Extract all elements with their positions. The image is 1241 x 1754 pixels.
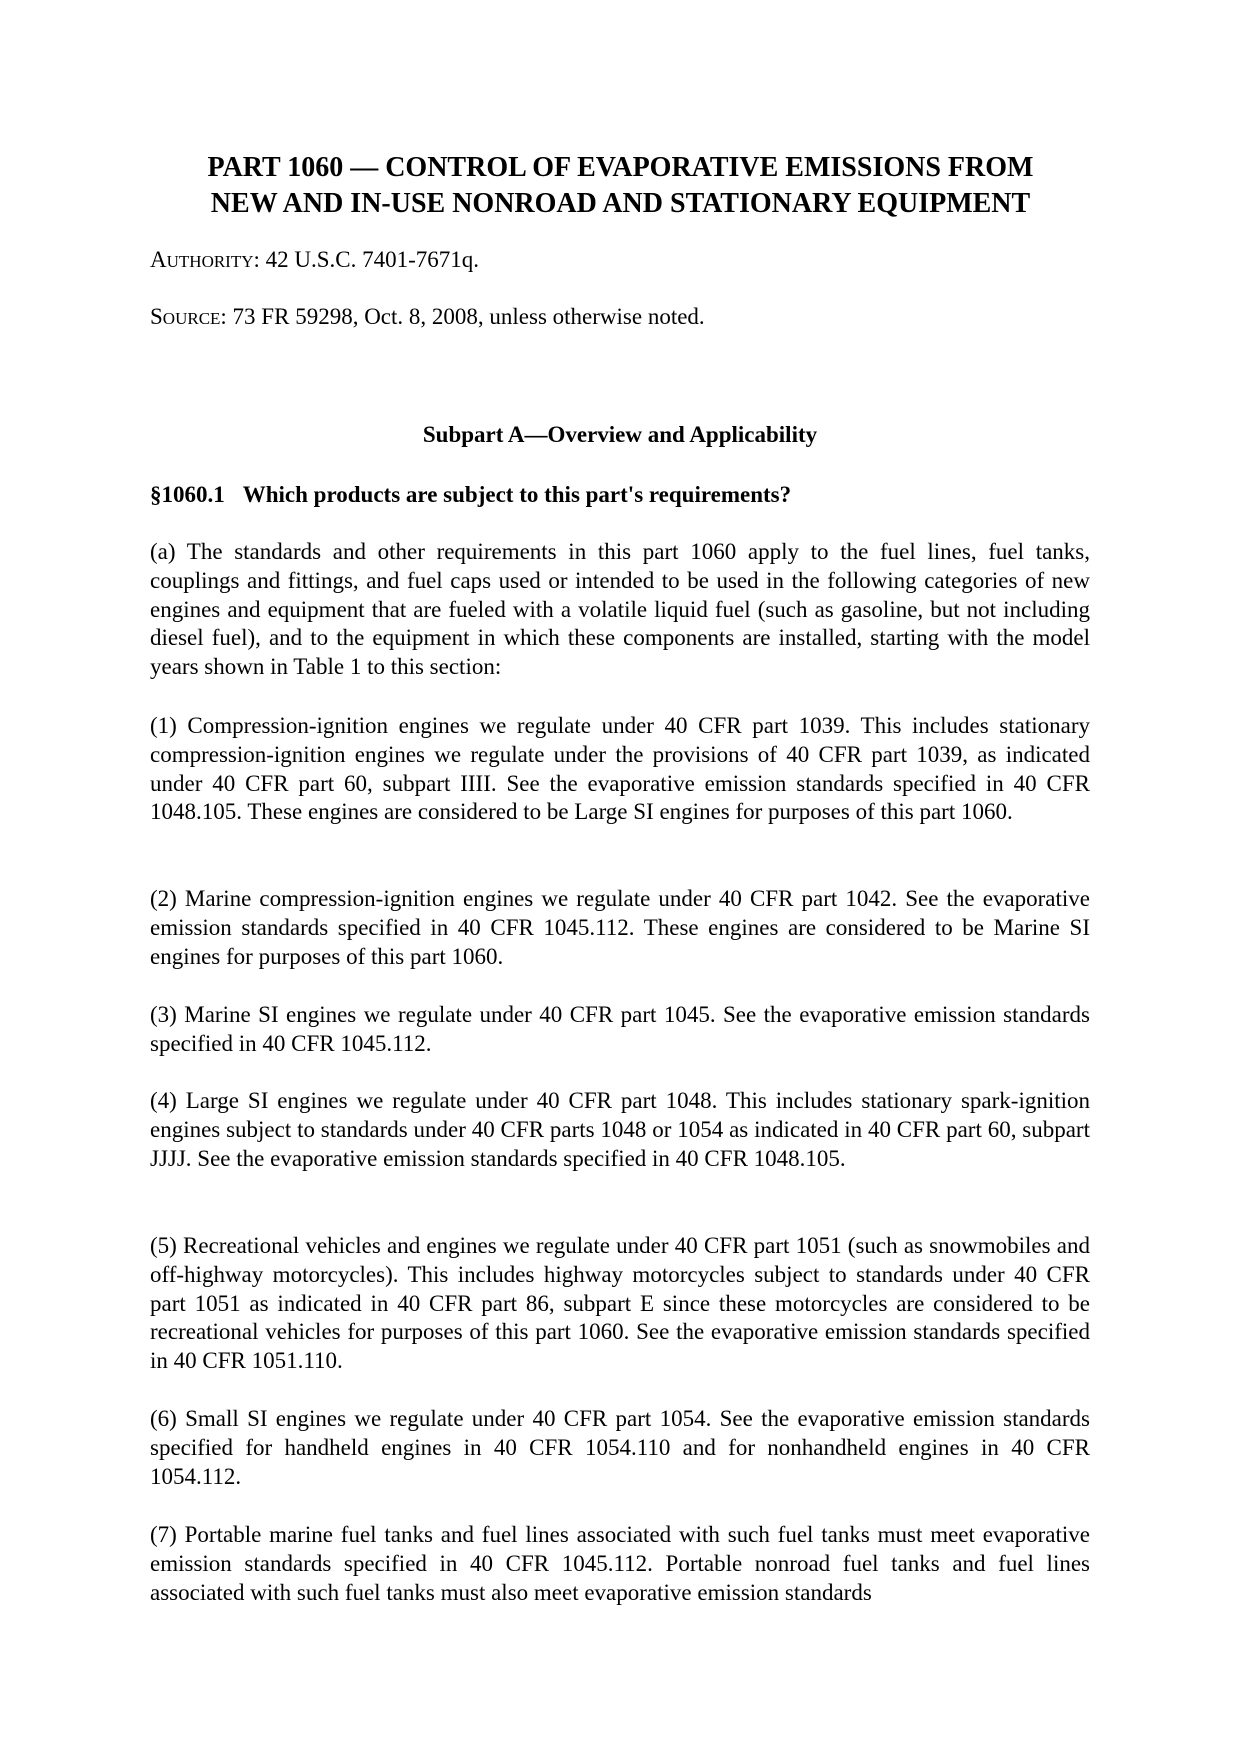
authority-line — [150, 245, 479, 277]
source-label-initial: S — [150, 304, 163, 329]
paragraph-7: (7) Portable marine fuel tanks and fuel lines associated with such fuel tanks must meet evaporative emission standards specified in 40 CFR 1045.112. Portable nonroad fuel tanks and fuel lines associated with such fuel tanks must also meet evaporative emission standards — [150, 1522, 1090, 1605]
source-text: : 73 FR 59298, Oct. 8, 2008, unless otherwise noted. — [220, 304, 705, 329]
subpart-heading: Subpart A—Overview and Applicability — [422, 422, 818, 447]
paragraph-6: (6) Small SI engines we regulate under 40 CFR part 1054. See the evaporative emission standards specified for handheld engines in 40 CFR 1054.110 and for nonhandheld engines in 40 CFR 1054.112. — [150, 1406, 1090, 1489]
source-line — [150, 302, 705, 334]
paragraph-4: (4) Large SI engines we regulate under 40 CFR part 1048. This includes stationary spark-ignition engines subject to standards under 40 CFR parts 1048 or 1054 as indicated in 40 CFR part 60, subpart JJJJ. See the evaporative emission standards specified in 40 CFR 1048.105. — [150, 1088, 1090, 1171]
section-title: Which products are subject to this part's requirements? — [242, 482, 792, 507]
source-label-rest: OURCE — [162, 309, 221, 328]
authority-label-initial: A — [150, 247, 167, 272]
paragraph-3: (3) Marine SI engines we regulate under 40 CFR part 1045. See the evaporative emission standards specified in 40 CFR 1045.112. — [150, 1002, 1090, 1056]
part-title — [120, 150, 1121, 222]
paragraph-5: (5) Recreational vehicles and engines we regulate under 40 CFR part 1051 (such as snowmobiles and off-highway motorcycles). This includes highway motorcycles subject to standards under 40 CFR part 1051 as indicated in 40 CFR part 86, subpart E since these motorcycles are considered to be recreational vehicles for purposes of this part 1060. See the evaporative emission standards specified in 40 CFR 1051.110. — [150, 1233, 1090, 1374]
section-number: §1060.1 — [150, 482, 225, 507]
part-title-line-2: NEW AND IN-USE NONROAD AND STATIONARY EQUIPMENT — [210, 188, 1031, 219]
part-title-line-1: PART 1060 — CONTROL OF EVAPORATIVE EMISSIONS FROM — [207, 152, 1034, 183]
paragraph-a: (a) The standards and other requirements in this part 1060 apply to the fuel lines, fuel tanks, couplings and fittings, and fuel caps used or intended to be used in the following categories of new engines and equipment that are fueled with a volatile liquid fuel (such as gasoline, but not including diesel fuel), and to the equipment in which these components are installed, starting with the model years shown in Table 1 to this section: — [150, 539, 1090, 680]
authority-text: : 42 U.S.C. 7401-7671q. — [253, 247, 480, 272]
paragraph-1: (1) Compression-ignition engines we regulate under 40 CFR part 1039. This includes stationary compression-ignition engines we regulate under the provisions of 40 CFR part 1039, as indicated under 40 CFR part 60, subpart IIII. See the evaporative emission standards specified in 40 CFR 1048.105. These engines are considered to be Large SI engines for purposes of this part 1060. — [150, 713, 1090, 825]
section-heading — [150, 480, 791, 510]
authority-label-rest: UTHORITY — [166, 252, 254, 271]
paragraph-2: (2) Marine compression-ignition engines we regulate under 40 CFR part 1042. See the evaporative emission standards specified in 40 CFR 1045.112. These engines are considered to be Marine SI engines for purposes of this part 1060. — [150, 886, 1090, 969]
